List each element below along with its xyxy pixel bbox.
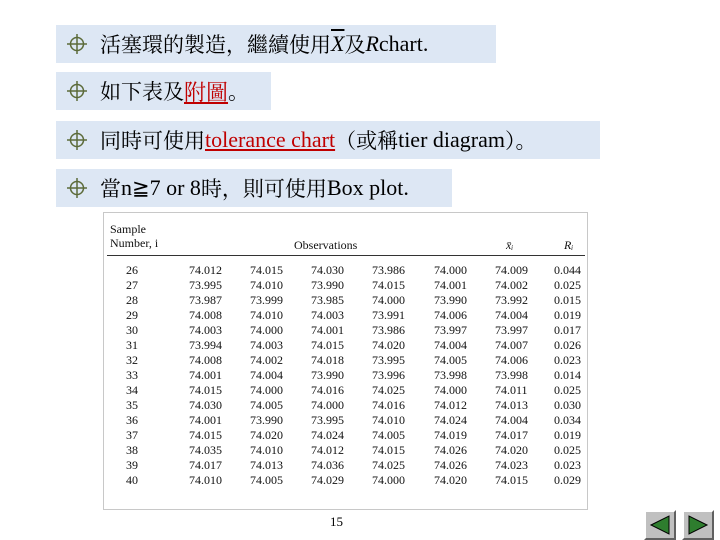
bullet-text: 及 [344,33,366,57]
table-summary-cell: 0.025 [554,383,581,397]
table-observation-cell: 74.010 [250,443,283,457]
table-observation-cell: 74.003 [250,338,283,352]
table-observation-cell: 74.020 [434,473,467,487]
bullet-row-2 [56,72,271,110]
next-slide-button[interactable] [682,510,714,540]
table-sample-number: 39 [126,458,138,472]
table-sample-number: 31 [126,338,138,352]
bullet-text: chart. [378,31,429,56]
table-observation-cell: 74.030 [311,263,344,277]
bullet-link[interactable]: tolerance chart [205,127,336,152]
table-observation-cell: 74.000 [372,473,405,487]
table-header-range: Rᵢ [564,238,574,252]
table-observation-cell: 74.002 [250,353,283,367]
table-sample-number: 32 [126,353,138,367]
table-observation-cell: 74.016 [372,398,405,412]
table-observation-cell: 74.025 [372,458,405,472]
table-observation-cell: 73.990 [434,293,467,307]
table-observation-cell: 74.024 [434,413,467,427]
table-sample-number: 36 [126,413,138,427]
table-observation-cell: 74.012 [189,263,222,277]
table-header-xbar: x̄ᵢ [506,238,514,252]
table-summary-cell: 73.992 [495,293,528,307]
triangle-right-icon [687,515,709,535]
table-observation-cell: 74.026 [434,443,467,457]
table-header-rule [107,255,585,256]
circle-cross-bullet-icon [66,33,88,55]
table-observation-cell: 74.001 [189,413,222,427]
table-summary-cell: 0.015 [554,293,581,307]
table-observation-cell: 74.010 [250,278,283,292]
table-observation-cell: 74.016 [311,383,344,397]
table-sample-number: 34 [126,383,138,397]
table-observation-cell: 74.000 [372,293,405,307]
bullet-row-1 [56,25,496,63]
bullet-text: 時，則可使用 [200,177,327,201]
table-observation-cell: 74.005 [372,428,405,442]
table-summary-cell: 74.013 [495,398,528,412]
previous-slide-button[interactable] [644,510,676,540]
table-observation-cell: 73.997 [434,323,467,337]
bullet-text: （或稱 [335,129,399,153]
table-observation-cell: 74.015 [372,443,405,457]
table-observation-cell: 74.005 [250,473,283,487]
table-summary-cell: 0.030 [554,398,581,412]
table-observation-cell: 74.024 [311,428,344,442]
table-observation-cell: 74.026 [434,458,467,472]
bullet-link[interactable]: 附圖 [184,79,229,105]
table-sample-number: 30 [126,323,138,337]
table-summary-cell: 74.009 [495,263,528,277]
table-summary-cell: 0.019 [554,428,581,442]
bullet-text: 。 [228,80,250,104]
table-observation-cell: 74.035 [189,443,222,457]
table-sample-number: 26 [126,263,138,277]
table-observation-cell: 74.029 [311,473,344,487]
table-summary-cell: 74.020 [495,443,528,457]
table-observation-cell: 74.001 [434,278,467,292]
bullet-text: 同時可使用 [100,129,205,153]
table-observation-cell: 74.015 [189,383,222,397]
table-summary-cell: 74.004 [495,413,528,427]
bullet-text: 當 [100,177,121,201]
circle-cross-bullet-icon [66,80,88,102]
table-observation-cell: 74.015 [372,278,405,292]
table-sample-number: 27 [126,278,138,292]
table-summary-cell: 0.014 [554,368,581,382]
bullet-row-3 [56,121,600,159]
table-header-sample: Sample [110,222,146,236]
table-sample-number: 33 [126,368,138,382]
table-observation-cell: 74.005 [250,398,283,412]
table-summary-cell: 0.034 [554,413,581,427]
table-observation-cell: 74.010 [189,473,222,487]
bullet-text: $\overline{X}$ [331,31,345,56]
table-observation-cell: 74.004 [434,338,467,352]
table-observation-cell: 74.019 [434,428,467,442]
table-summary-cell: 0.029 [554,473,581,487]
table-observation-cell: 74.015 [189,428,222,442]
table-header-number: Number, i [110,236,159,250]
bullet-text: tier diagram [398,127,505,152]
table-observation-cell: 73.986 [372,263,405,277]
table-observation-cell: 74.010 [372,413,405,427]
table-observation-cell: 73.990 [311,278,344,292]
table-observation-cell: 74.020 [372,338,405,352]
bullet-text: ≧ [132,176,150,200]
bullet-row-4 [56,169,452,207]
circle-cross-bullet-icon [66,129,88,151]
table-observation-cell: 74.000 [434,263,467,277]
table-observation-cell: 74.013 [250,458,283,472]
table-summary-cell: 0.026 [554,338,581,352]
table-observation-cell: 74.008 [189,308,222,322]
table-observation-cell: 74.003 [189,323,222,337]
circle-cross-bullet-icon [66,177,88,199]
table-observation-cell: 74.008 [189,353,222,367]
table-observation-cell: 73.995 [311,413,344,427]
table-observation-cell: 74.010 [250,308,283,322]
table-observation-cell: 73.987 [189,293,222,307]
table-summary-cell: 73.998 [495,368,528,382]
table-observation-cell: 74.006 [434,308,467,322]
table-sample-number: 35 [126,398,138,412]
table-summary-cell: 73.997 [495,323,528,337]
table-sample-number: 37 [126,428,138,442]
table-observation-cell: 74.025 [372,383,405,397]
table-summary-cell: 74.017 [495,428,528,442]
table-observation-cell: 73.991 [372,308,405,322]
bullet-text: n [121,175,132,200]
table-observation-cell: 73.999 [250,293,283,307]
table-header-observations: Observations [294,238,358,252]
page-number: 15 [330,514,343,529]
table-sample-number: 28 [126,293,138,307]
table-observation-cell: 73.990 [250,413,283,427]
piston-ring-data-table [103,212,588,510]
table-summary-cell: 0.023 [554,458,581,472]
table-sample-number: 29 [126,308,138,322]
table-summary-cell: 74.004 [495,308,528,322]
table-summary-cell: 0.023 [554,353,581,367]
table-observation-cell: 74.004 [250,368,283,382]
table-observation-cell: 74.018 [311,353,344,367]
table-observation-cell: 74.000 [250,383,283,397]
table-observation-cell: 74.012 [434,398,467,412]
table-observation-cell: 73.986 [372,323,405,337]
table-observation-cell: 74.005 [434,353,467,367]
table-summary-cell: 74.011 [495,383,528,397]
table-observation-cell: 73.994 [189,338,222,352]
bullet-text: 7 or 8 [149,175,201,200]
table-summary-cell: 0.025 [554,278,581,292]
table-summary-cell: 0.019 [554,308,581,322]
table-summary-cell: 74.015 [495,473,528,487]
table-observation-cell: 73.990 [311,368,344,382]
table-observation-cell: 73.995 [372,353,405,367]
table-observation-cell: 74.003 [311,308,344,322]
table-observation-cell: 74.001 [311,323,344,337]
table-summary-cell: 74.002 [495,278,528,292]
bullet-text: ）。 [504,129,537,153]
table-observation-cell: 73.985 [311,293,344,307]
table-observation-cell: 74.001 [189,368,222,382]
table-summary-cell: 0.025 [554,443,581,457]
table-observation-cell: 74.012 [311,443,344,457]
table-sample-number: 40 [126,473,138,487]
table-summary-cell: 0.044 [554,263,581,277]
table-observation-cell: 73.998 [434,368,467,382]
table-summary-cell: 74.006 [495,353,528,367]
table-sample-number: 38 [126,443,138,457]
table-observation-cell: 73.996 [372,368,405,382]
table-observation-cell: 74.015 [311,338,344,352]
table-observation-cell: 74.017 [189,458,222,472]
bullet-text: Box plot. [326,175,409,200]
table-observation-cell: 74.000 [250,323,283,337]
table-observation-cell: 74.036 [311,458,344,472]
table-summary-cell: 74.023 [495,458,528,472]
table-observation-cell: 74.020 [250,428,283,442]
table-observation-cell: 73.995 [189,278,222,292]
table-observation-cell: 74.030 [189,398,222,412]
table-observation-cell: 74.015 [250,263,283,277]
bullet-text: 活塞環的製造，繼續使用 [100,33,331,57]
table-observation-cell: 74.000 [311,398,344,412]
bullet-text: 如下表及 [100,80,184,104]
table-observation-cell: 74.000 [434,383,467,397]
table-summary-cell: 74.007 [495,338,528,352]
table-summary-cell: 0.017 [554,323,581,337]
bullet-text: R [365,31,379,56]
triangle-left-icon [649,515,671,535]
